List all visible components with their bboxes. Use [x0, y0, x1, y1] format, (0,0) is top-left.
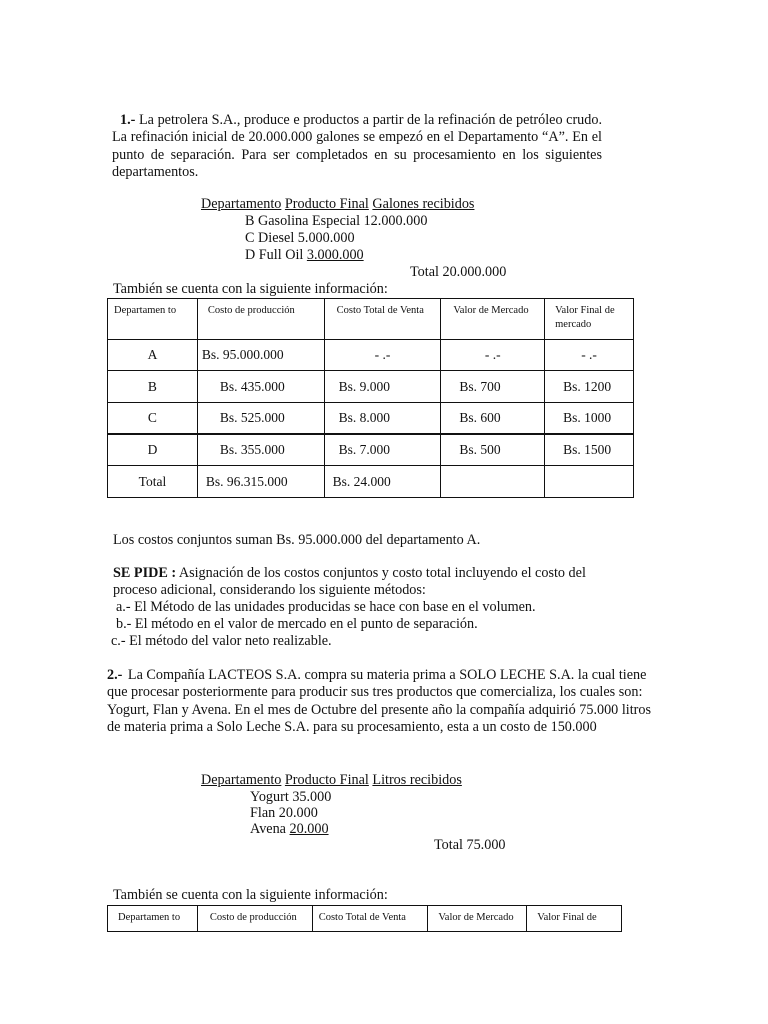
ex1-line-c-text: C Diesel 5.000.000 — [245, 230, 355, 246]
cell-valor-final: Bs. 1200 — [545, 371, 634, 403]
th-valor-mercado: Valor de Mercado — [441, 299, 545, 340]
ex2-line-yogurt-text: Yogurt 35.000 — [250, 789, 332, 805]
cell-total-label: Total — [108, 466, 198, 498]
table-row — [108, 403, 634, 434]
cell-valor-mercado: Bs. 700 — [441, 371, 545, 403]
th-departamento: Departamen to — [108, 299, 198, 340]
cell-costo-total-venta: Bs. 7.000 — [324, 434, 441, 466]
cell-dept: C — [108, 403, 198, 434]
th-valor-mercado: Valor de Mercado — [428, 906, 527, 932]
ex2-product-col: Producto Final — [284, 772, 369, 788]
th-costo-produccion: Costo de producción — [197, 906, 312, 932]
ex2-line-yogurt — [250, 789, 331, 806]
th-departamento: Departamen to — [108, 906, 198, 932]
ex1-intro — [112, 112, 602, 181]
ex1-tambien: También se cuenta con la siguiente información: — [113, 281, 388, 297]
cell-dept: D — [108, 434, 198, 466]
cell-costo-produccion: Bs. 95.000.000 — [197, 340, 324, 371]
ex1-se-pide-label: SE PIDE : — [113, 565, 177, 581]
table-row — [108, 434, 634, 466]
ex2-total: Total 75.000 — [434, 837, 506, 853]
ex2-intro-text: La Compañía LACTEOS S.A. compra su materia prima a SOLO LECHE S.A. la cual tiene que procesar posteriormente para producir sus tres productos que comercializa, los cuales son: Yogurt, Flan y Avena. En el mes de Octubre del presente año la compañía adquirió 75.000 litros de materia prima a Solo Leche S.A. para su procesamiento, esta a un costo de 150.000 — [107, 667, 651, 735]
th-costo-total-venta: Costo Total de Venta — [312, 906, 428, 932]
ex1-table-header-row — [108, 299, 634, 340]
ex2-tambien: También se cuenta con la siguiente información: — [113, 887, 388, 903]
ex2-number: 2.- — [107, 667, 123, 683]
cell-valor-final: - .- — [545, 340, 634, 371]
ex1-line-d-text: D Full Oil — [245, 247, 307, 263]
ex1-line-d — [245, 247, 364, 264]
cell-valor-final: Bs. 1000 — [545, 403, 634, 434]
ex1-product-col: Producto Final — [284, 196, 369, 212]
cell-costo-produccion: Bs. 525.000 — [197, 403, 324, 434]
table-row-total — [108, 466, 634, 498]
th-costo-total-venta: Costo Total de Venta — [324, 299, 441, 340]
ex2-liters-col: Litros recibidos — [372, 772, 462, 788]
cell-costo-total-venta: Bs. 9.000 — [324, 371, 441, 403]
ex1-line-d-value: 3.000.000 — [306, 247, 364, 263]
cell-total-valor-final — [545, 466, 634, 498]
ex1-number: 1.- — [120, 112, 136, 128]
cell-valor-final: Bs. 1500 — [545, 434, 634, 466]
cell-dept: B — [108, 371, 198, 403]
cell-dept: A — [108, 340, 198, 371]
ex1-method-b: b.- El método en el valor de mercado en el punto de separación. — [116, 616, 478, 632]
ex1-se-pide-text: Asignación de los costos conjuntos y costo total incluyendo el costo del — [176, 565, 586, 581]
ex1-dept-header — [201, 196, 474, 213]
cell-valor-mercado: Bs. 600 — [441, 403, 545, 434]
ex2-line-avena — [250, 821, 329, 838]
ex1-method-c: c.- El método del valor neto realizable. — [111, 633, 332, 649]
ex1-info-table — [107, 298, 634, 498]
cell-costo-produccion: Bs. 435.000 — [197, 371, 324, 403]
table-row — [108, 340, 634, 371]
ex2-dept-header — [201, 772, 462, 789]
th-valor-final: Valor Final de — [527, 906, 622, 932]
cell-costo-total-venta: Bs. 8.000 — [324, 403, 441, 434]
ex2-info-table — [107, 905, 622, 932]
table-row — [108, 371, 634, 403]
ex1-line-c — [245, 230, 355, 247]
ex2-line-flan — [250, 805, 318, 822]
ex1-costos-conjuntos: Los costos conjuntos suman Bs. 95.000.000 del departamento A. — [113, 532, 481, 548]
ex2-line-avena-value: 20.000 — [289, 821, 329, 837]
ex1-line-b — [245, 213, 427, 230]
cell-valor-mercado: - .- — [441, 340, 545, 371]
ex1-intro-text: La petrolera S.A., produce e productos a partir de la refinación de petróleo crudo. La refinación inicial de 20.000.000 galones se empezó en el Departamento “A”. En el punto de separación. Para ser completados en su procesamiento en los siguientes departamentos. — [112, 112, 602, 180]
ex1-method-a: a.- El Método de las unidades producidas se hace con base en el volumen. — [116, 599, 536, 615]
ex2-table-header-row — [108, 906, 622, 932]
cell-total-costo-produccion: Bs. 96.315.000 — [197, 466, 324, 498]
th-valor-final: Valor Final de mercado — [545, 299, 634, 340]
ex1-se-pide — [113, 565, 586, 582]
ex2-intro — [107, 667, 657, 736]
ex2-line-flan-text: Flan 20.000 — [250, 805, 318, 821]
ex1-gallons-col: Galones recibidos — [372, 196, 475, 212]
ex1-dept-col: Departamento — [201, 196, 282, 212]
th-costo-produccion: Costo de producción — [197, 299, 324, 340]
cell-costo-produccion: Bs. 355.000 — [197, 434, 324, 466]
cell-costo-total-venta: - .- — [324, 340, 441, 371]
ex2-dept-col: Departamento — [201, 772, 282, 788]
cell-valor-mercado: Bs. 500 — [441, 434, 545, 466]
ex1-se-pide-line2: proceso adicional, considerando los siguiente métodos: — [113, 582, 426, 598]
cell-total-costo-venta: Bs. 24.000 — [324, 466, 441, 498]
ex2-line-avena-text: Avena — [250, 821, 290, 837]
ex1-total: Total 20.000.000 — [410, 264, 507, 280]
ex1-line-b-text: B Gasolina Especial 12.000.000 — [245, 213, 428, 229]
cell-total-valor-mercado — [441, 466, 545, 498]
